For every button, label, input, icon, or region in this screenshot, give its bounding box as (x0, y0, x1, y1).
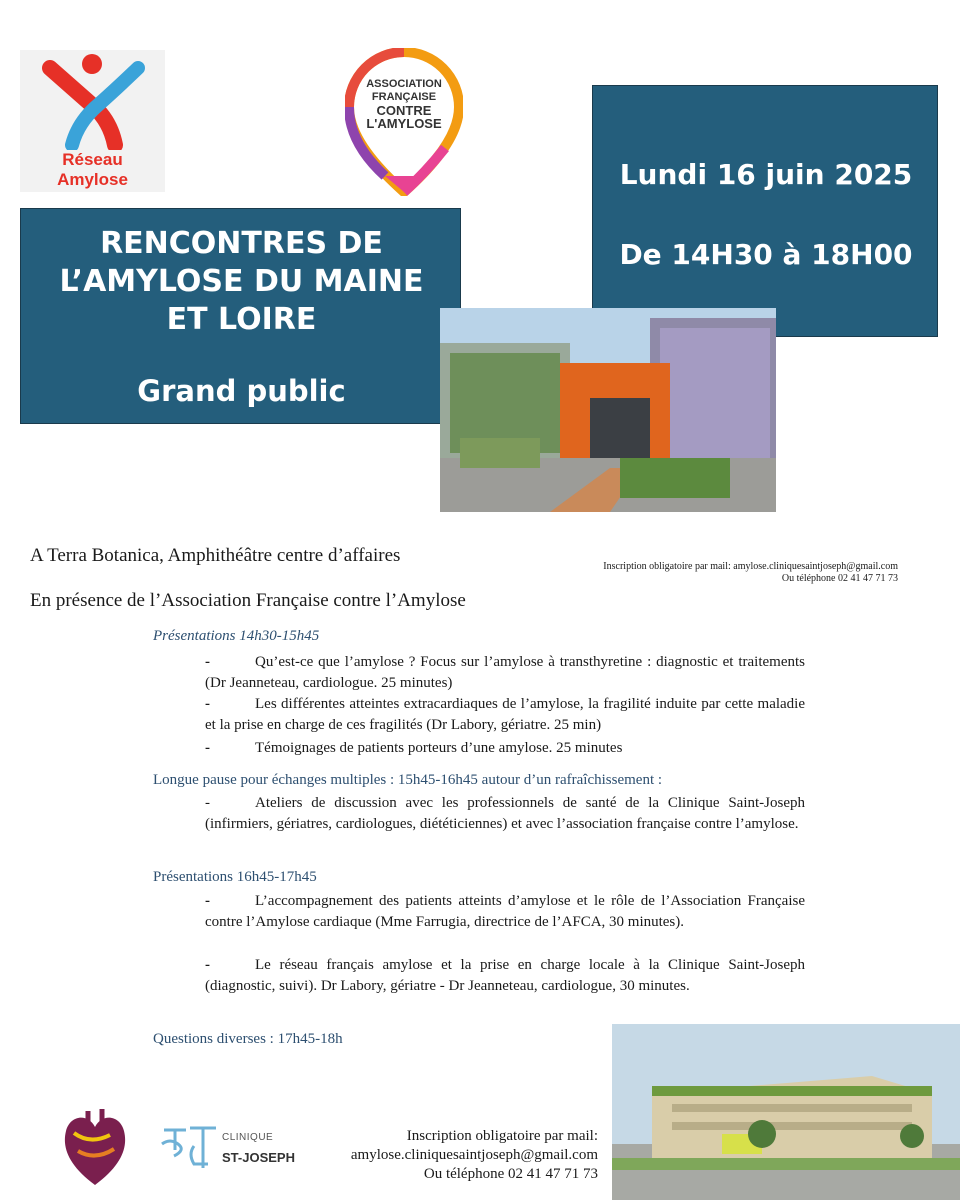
registration-top-line1: Inscription obligatoire par mail: amylose.cliniquesaintjoseph@gmail.com (603, 561, 898, 572)
program-item-text: Le réseau français amylose et la prise en charge locale à la Clinique Saint-Joseph (diagnostic, suivi). Dr Labory, gériatre - Dr Jeanneteau, cardiologue, 30 minutes. (205, 957, 805, 994)
program-item (205, 891, 805, 933)
clinique-st-joseph-logo (160, 1124, 310, 1172)
section-questions: Questions diverses : 17h45-18h (153, 1031, 343, 1047)
terra-botanica-photo (440, 308, 776, 512)
afca-wordmark (345, 78, 463, 130)
program-item-text: Les différentes atteintes extracardiaques de l’amylose, la fragilité induite par cette maladie et la prise en charge de ces fragilités (Dr Labory, gériatre. 25 min) (205, 696, 805, 733)
registration-bottom (320, 1127, 598, 1184)
reseau-line2: Amylose (57, 170, 128, 189)
bullet-dash: - (205, 795, 210, 811)
bullet-dash: - (205, 957, 210, 973)
presence-text (30, 590, 466, 612)
program-item (205, 955, 805, 997)
event-date: Lundi 16 juin 2025 (619, 158, 913, 191)
registration-bottom-line1: Inscription obligatoire par mail: (406, 1128, 598, 1144)
clinique-line1: CLINIQUE (222, 1132, 274, 1143)
venue-text: A Terra Botanica, Amphithéâtre centre d’affaires (30, 545, 401, 566)
title-line3: ET LOIRE (166, 302, 317, 337)
clinique-line2: ST-JOSEPH (222, 1150, 295, 1165)
heart-icon (60, 1105, 130, 1187)
reseau-line1: Réseau (62, 150, 123, 169)
bullet-dash: - (205, 740, 210, 756)
afca-line2: FRANÇAISE (371, 91, 437, 103)
program-item-text: Ateliers de discussion avec les professionnels de santé de la Clinique Saint-Joseph (infirmiers, gériatres, cardiologues, diététiciennes) et avec l’association française contre l’amylose. (205, 795, 805, 832)
program-item-text: Qu’est-ce que l’amylose ? Focus sur l’amylose à transthyretine : diagnostic et traitements (Dr Jeanneteau, cardiologue. 25 minutes) (205, 654, 805, 691)
program-item (205, 652, 805, 694)
title-banner (20, 208, 461, 424)
clinique-monogram-icon (160, 1124, 218, 1172)
heart-logo (60, 1105, 130, 1187)
afca-line1: ASSOCIATION (366, 78, 442, 90)
registration-bottom-line2: amylose.cliniquesaintjoseph@gmail.com (350, 1147, 598, 1163)
program-item-text: Témoignages de patients porteurs d’une amylose. 25 minutes (255, 740, 623, 756)
title-line1: RENCONTRES DE (100, 226, 383, 261)
bullet-dash: - (205, 654, 210, 670)
program-item (205, 694, 805, 736)
section-presentations-1: Présentations 14h30-15h45 (153, 628, 320, 644)
ribbon-icon (20, 50, 165, 150)
registration-bottom-line3: Ou téléphone 02 41 47 71 73 (423, 1166, 598, 1182)
audience-label: Grand public (137, 374, 346, 408)
afca-line4: L'AMYLOSE (366, 116, 442, 131)
clinic-building-photo (612, 1024, 960, 1200)
registration-top (560, 561, 898, 585)
event-time: De 14H30 à 18H00 (619, 238, 913, 271)
bullet-dash: - (205, 696, 210, 712)
program-item (205, 738, 805, 759)
section-pause: Longue pause pour échanges multiples : 15h45-16h45 autour d’un rafraîchissement : (153, 772, 663, 788)
bullet-dash: - (205, 893, 210, 909)
afca-logo (345, 48, 463, 196)
program-item (205, 793, 805, 835)
date-banner (592, 85, 938, 337)
presence-prefix: En présence de l’ (30, 590, 162, 611)
presence-org: Association Française contre l’Amylose (161, 590, 466, 611)
program-item-text: L’accompagnement des patients atteints d’amylose et le rôle de l’Association Française contre l’Amylose cardiaque (Mme Farrugia, directrice de l’AFCA, 30 minutes). (205, 893, 805, 930)
registration-top-line2: Ou téléphone 02 41 47 71 73 (781, 573, 898, 584)
reseau-amylose-logo (20, 50, 165, 192)
section-presentations-2: Présentations 16h45-17h45 (153, 869, 317, 885)
title-line2: L’AMYLOSE DU MAINE (59, 264, 424, 299)
event-title (21, 225, 462, 339)
afca-line3: CONTRE (376, 103, 432, 118)
